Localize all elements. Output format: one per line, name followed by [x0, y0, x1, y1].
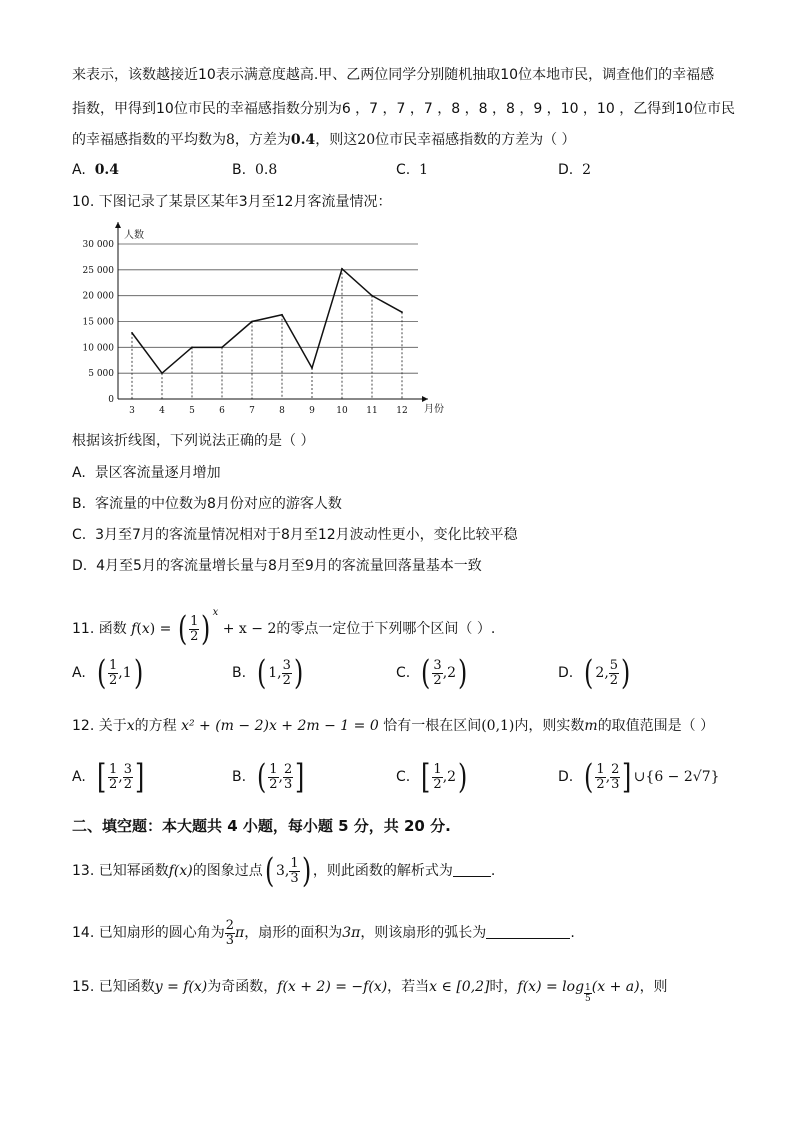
q10-question: 根据该折线图，下列说法正确的是（ ） — [72, 433, 315, 449]
x-tick-label: 8 — [279, 406, 285, 416]
data-point — [281, 314, 283, 316]
y-tick-label: 5 000 — [88, 369, 114, 380]
section-heading-fill-in: 二、填空题：本大题共 4 小题，每小题 5 分，共 20 分. — [72, 817, 451, 835]
y-tick-label: 20 000 — [82, 291, 114, 302]
q14-answer-blank[interactable] — [486, 924, 570, 939]
q9-option-c[interactable]: C. 1 — [396, 162, 429, 178]
x-axis-arrow — [422, 396, 428, 402]
q9-option-b[interactable]: B. 0.8 — [232, 162, 278, 178]
q10-option-b[interactable]: B. 客流量的中位数为8月份对应的游客人数 — [72, 496, 342, 512]
data-point — [191, 346, 193, 348]
y-axis-label: 人数 — [124, 230, 144, 241]
x-tick-label: 5 — [189, 406, 195, 416]
q12-stem: 12. 关于x的方程 x² + (m − 2)x + 2m − 1 = 0 恰有一根在区间(0,1)内，则实数m的取值范围是（ ） — [72, 718, 715, 734]
q10-option-c[interactable]: C. 3月至7月的客流量情况相对于8月至12月波动性更小，变化比较平稳 — [72, 527, 518, 543]
q9-option-a[interactable]: A. 0.4 — [72, 162, 120, 178]
chart-drop-lines — [132, 269, 402, 399]
y-tick-labels — [83, 240, 115, 405]
x-tick-label: 4 — [159, 406, 165, 416]
q9-text-line-2: 指数，甲得到10位市民的幸福感指数分别为6 ，7 ，7 ，7 ，8 ，8 ，8 ，9 ，10 ，10 ，乙得到10位市民 — [72, 101, 736, 117]
q13-answer-blank[interactable] — [453, 862, 491, 877]
x-tick-label: 3 — [129, 406, 135, 416]
data-point — [311, 367, 313, 369]
q11-option-b[interactable]: B. ( 1, $\frac{3}{2}$ ) — [232, 653, 304, 693]
x-axis-label: 月份 — [424, 404, 444, 415]
q10-stem: 10. 下图记录了某景区某年3月至12月客流量情况： — [72, 194, 392, 210]
q9-option-d[interactable]: D. 2 — [558, 162, 592, 178]
q10-option-d[interactable]: D. 4月至5月的客流量增长量与8月至9月的客流量回落量基本一致 — [72, 558, 482, 574]
q9-text-line-1: 来表示，该数越接近10表示满意度越高.甲、乙两位同学分别随机抽取10位本地市民，调查他们的幸福感 — [72, 67, 715, 83]
x-tick-label: 9 — [309, 406, 315, 416]
data-point — [131, 332, 133, 334]
q11-option-c[interactable]: C. ( $\frac{3}{2}$ ,2) — [396, 653, 468, 693]
q9-text-line-3: 的幸福感指数的平均数为8，方差为0.4，则这20位市民幸福感指数的方差为（ ） — [72, 132, 576, 148]
q15-stem: 15. 已知函数y = f(x)为奇函数，f(x + 2) = −f(x)，若当x ∈ [0,2]时，f(x) = log $\frac{1}{5}$ (x + a)，则 — [72, 979, 668, 1004]
data-point — [371, 295, 373, 297]
data-point — [401, 311, 403, 313]
y-tick-label: 10 000 — [82, 343, 114, 354]
q12-option-c[interactable]: C. [ $\frac{1}{2}$ ,2) — [396, 757, 468, 797]
q13-stem: 13. 已知幂函数f(x)的图象过点( 3, $\frac{1}{3}$ ) ，则此函数的解析式为 . — [72, 851, 496, 891]
y-axis-arrow — [115, 222, 121, 228]
q14-stem: 14. 已知扇形的圆心角为 $\frac{2}{3}$ π，扇形的面积为3π，则该扇形的弧长为 . — [72, 917, 575, 948]
y-tick-label: 15 000 — [82, 317, 114, 328]
y-tick-label: 30 000 — [82, 240, 114, 250]
q10-option-a[interactable]: A. 景区客流量逐月增加 — [72, 465, 221, 481]
q11-option-a[interactable]: A. ( $\frac{1}{2}$ ,1) — [72, 653, 143, 693]
series-line — [132, 269, 402, 373]
x-tick-label: 12 — [396, 406, 408, 416]
q12-option-b[interactable]: B. ( $\frac{1}{2}$ , $\frac{2}{3}$ ] — [232, 757, 305, 797]
x-tick-labels — [129, 406, 408, 416]
data-points — [131, 268, 403, 374]
y-tick-label: 0 — [108, 395, 114, 405]
x-tick-label: 11 — [366, 406, 378, 416]
q12-option-a[interactable]: A. [ $\frac{1}{2}$ , $\frac{3}{2}$ ] — [72, 757, 145, 797]
visitor-line-chart — [80, 222, 444, 422]
x-tick-label: 6 — [219, 406, 225, 416]
y-tick-label: 25 000 — [82, 265, 114, 276]
data-point — [161, 372, 163, 374]
data-point — [341, 268, 343, 270]
x-tick-label: 7 — [249, 406, 255, 416]
data-point — [221, 346, 223, 348]
chart-gridlines — [118, 244, 418, 373]
data-point — [251, 321, 253, 323]
x-tick-label: 10 — [336, 406, 348, 416]
q11-stem: 11. 函数 f(x) = ( $\frac{1}{2}$ ) $^x$ + x − 2的零点一定位于下列哪个区间（ ）. — [72, 607, 496, 649]
q12-option-d[interactable]: D. ( $\frac{1}{2}$ , $\frac{2}{3}$ ] ∪{6 − 2√7} — [558, 757, 720, 797]
q11-option-d[interactable]: D. ( 2, $\frac{5}{2}$ ) — [558, 653, 631, 693]
